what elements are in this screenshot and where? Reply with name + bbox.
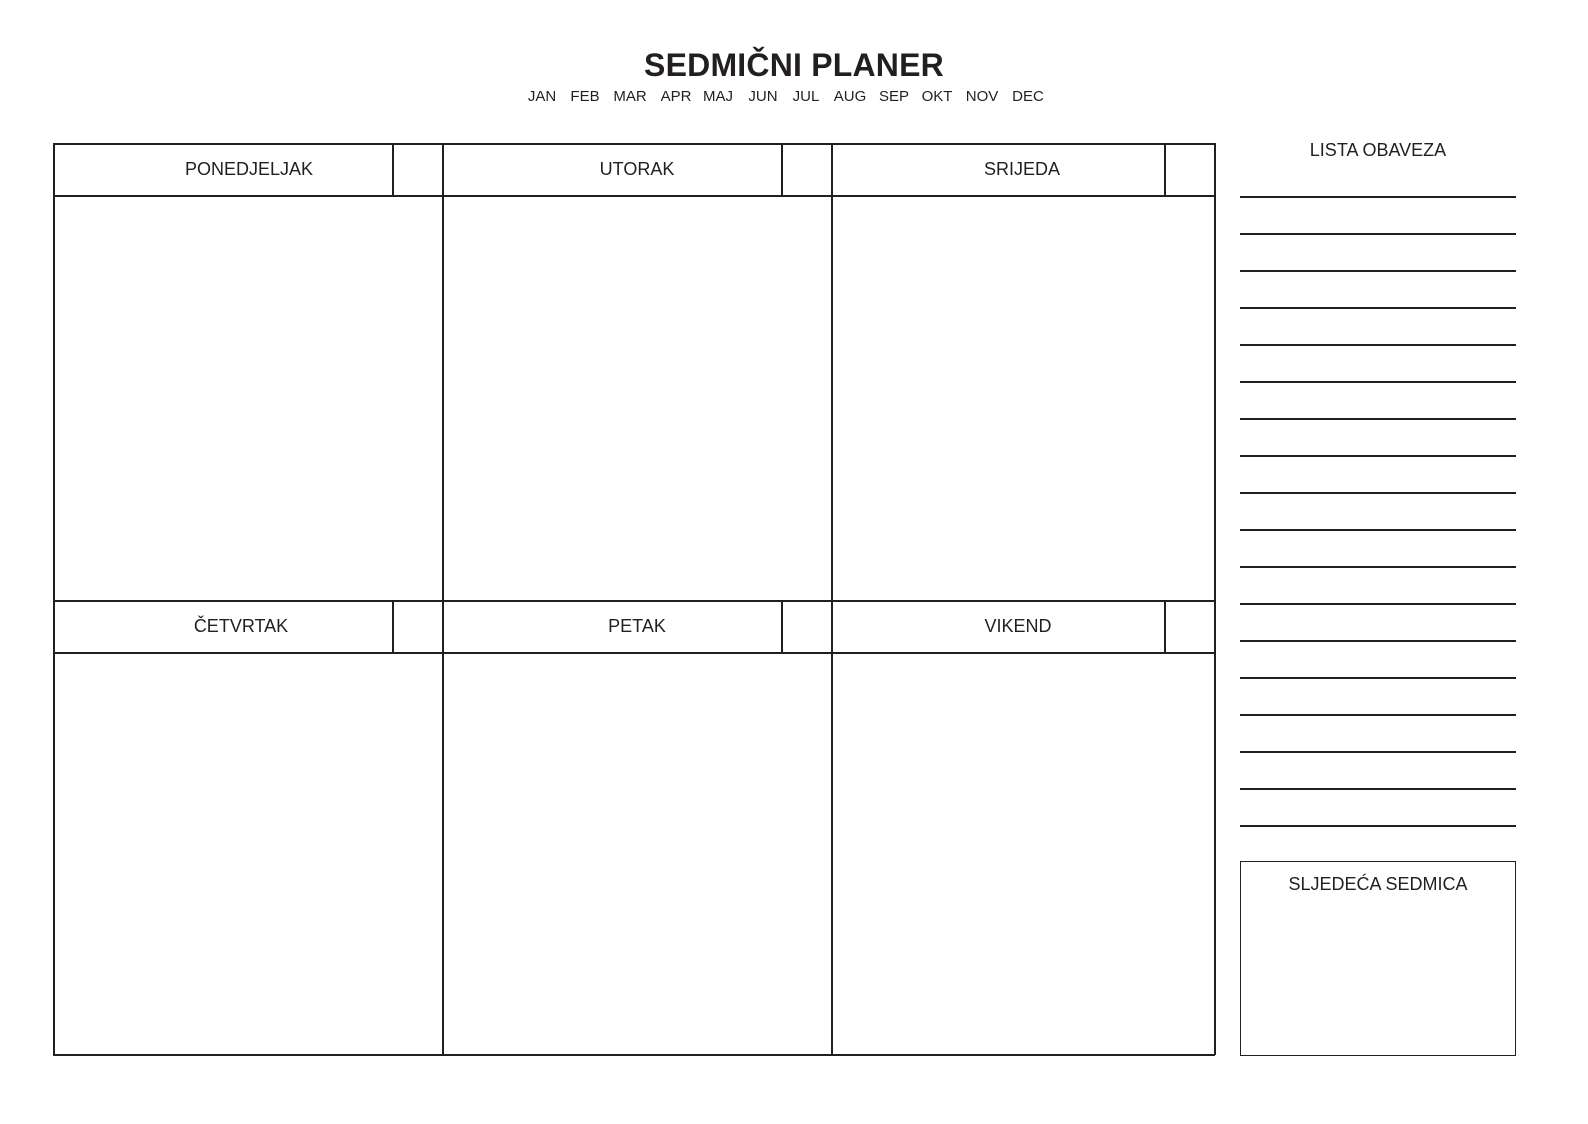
todo-line[interactable]	[1240, 825, 1516, 827]
month-feb[interactable]: FEB	[570, 88, 600, 105]
thursday-notes-area[interactable]	[55, 654, 441, 1053]
monday-notes-area[interactable]	[55, 197, 441, 599]
month-dec[interactable]: DEC	[1012, 88, 1044, 105]
tuesday-notes-area[interactable]	[444, 197, 830, 599]
todo-line[interactable]	[1240, 529, 1516, 531]
month-nov[interactable]: NOV	[965, 88, 999, 105]
month-sep[interactable]: SEP	[878, 88, 910, 105]
todo-line[interactable]	[1240, 307, 1516, 309]
todo-line[interactable]	[1240, 751, 1516, 753]
todo-line[interactable]	[1240, 455, 1516, 457]
wednesday-notes-area[interactable]	[833, 197, 1213, 599]
day-label-weekend: VIKEND	[984, 616, 1052, 636]
todo-line[interactable]	[1240, 714, 1516, 716]
day-label-wednesday: SRIJEDA	[983, 159, 1061, 179]
grid-line	[1214, 143, 1216, 1055]
month-selector	[0, 88, 1588, 108]
todo-line[interactable]	[1240, 381, 1516, 383]
todo-line[interactable]	[1240, 196, 1516, 198]
day-label-friday: PETAK	[608, 616, 666, 636]
month-okt[interactable]: OKT	[921, 88, 953, 105]
weekend-notes-area[interactable]	[833, 654, 1213, 1053]
todo-line[interactable]	[1240, 640, 1516, 642]
tuesday-checkbox[interactable]	[783, 145, 830, 194]
weekend-checkbox[interactable]	[1166, 602, 1213, 651]
day-label-monday: PONEDJELJAK	[184, 159, 314, 179]
friday-checkbox[interactable]	[783, 602, 830, 651]
grid-line	[53, 600, 1215, 602]
page-title: SEDMIČNI PLANER	[644, 47, 944, 83]
todo-line[interactable]	[1240, 233, 1516, 235]
monday-checkbox[interactable]	[394, 145, 441, 194]
next-week-title: SLJEDEĆA SEDMICA	[1288, 874, 1468, 894]
next-week-box[interactable]	[1240, 861, 1516, 1056]
todo-line[interactable]	[1240, 270, 1516, 272]
month-jun[interactable]: JUN	[748, 88, 778, 105]
month-jan[interactable]: JAN	[527, 88, 557, 105]
todo-list-title: LISTA OBAVEZA	[1309, 140, 1447, 160]
month-apr[interactable]: APR	[660, 88, 692, 105]
month-aug[interactable]: AUG	[833, 88, 867, 105]
month-mar[interactable]: MAR	[613, 88, 647, 105]
grid-line	[53, 143, 1215, 145]
wednesday-checkbox[interactable]	[1166, 145, 1213, 194]
grid-line	[53, 1054, 1215, 1056]
todo-line[interactable]	[1240, 492, 1516, 494]
friday-notes-area[interactable]	[444, 654, 830, 1053]
todo-line[interactable]	[1240, 418, 1516, 420]
day-label-tuesday: UTORAK	[599, 159, 675, 179]
todo-line[interactable]	[1240, 566, 1516, 568]
todo-line[interactable]	[1240, 603, 1516, 605]
todo-line[interactable]	[1240, 788, 1516, 790]
todo-line[interactable]	[1240, 677, 1516, 679]
thursday-checkbox[interactable]	[394, 602, 441, 651]
todo-line[interactable]	[1240, 344, 1516, 346]
month-jul[interactable]: JUL	[792, 88, 820, 105]
month-maj[interactable]: MAJ	[703, 88, 733, 105]
day-label-thursday: ČETVRTAK	[193, 616, 289, 636]
